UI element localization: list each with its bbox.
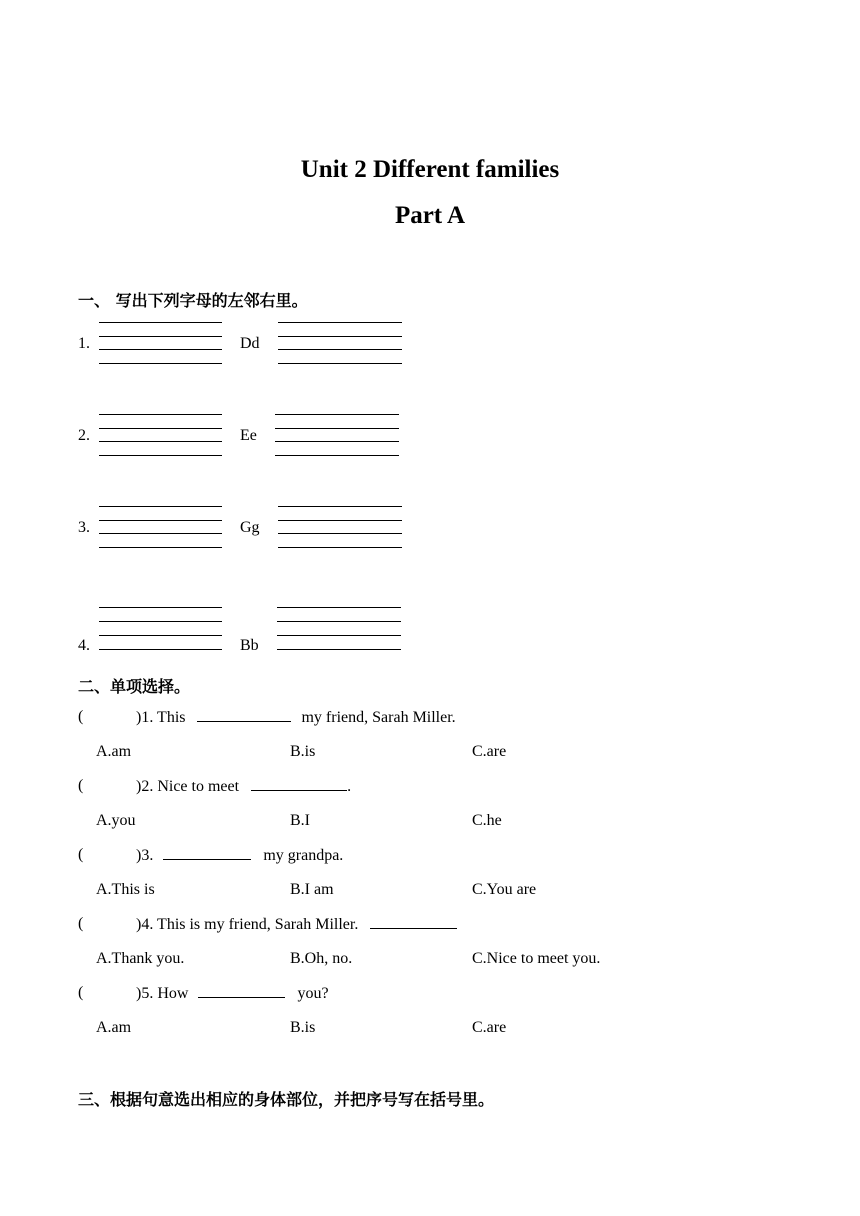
question-text (136, 708, 456, 727)
item-number: 1. (78, 335, 90, 352)
answer-blank[interactable] (197, 708, 291, 722)
given-letter: Ee (240, 427, 257, 444)
option-c[interactable]: C.are (472, 743, 507, 760)
option-a[interactable]: A.Thank you. (96, 950, 185, 967)
answer-blank[interactable] (251, 777, 347, 791)
question-tail: my grandpa. (263, 847, 344, 864)
question-tail: you? (297, 985, 329, 1002)
question-tail: my friend, Sarah Miller. (301, 709, 456, 726)
answer-paren-open[interactable]: ( (78, 915, 84, 932)
option-a[interactable]: A.you (96, 812, 136, 829)
question-stem: )2. Nice to meet (136, 778, 240, 795)
answer-blank[interactable] (370, 915, 457, 929)
option-b[interactable]: B.is (290, 1019, 316, 1036)
given-letter: Bb (240, 637, 259, 654)
item-number: 4. (78, 637, 90, 654)
option-b[interactable]: B.Oh, no. (290, 950, 353, 967)
answer-paren-open[interactable]: ( (78, 846, 84, 863)
option-c[interactable]: C.Nice to meet you. (472, 950, 601, 967)
option-c[interactable]: C.are (472, 1019, 507, 1036)
answer-paren-open[interactable]: ( (78, 777, 84, 794)
page-subtitle: Part A (394, 202, 466, 229)
question-stem: )3. (136, 847, 154, 864)
answer-blank[interactable] (198, 984, 285, 998)
question-text (136, 915, 457, 934)
answer-paren-open[interactable]: ( (78, 708, 84, 725)
section-2-heading: 二、单项选择。 (78, 677, 191, 696)
section-3-heading: 三、根据句意选出相应的身体部位，并把序号写在括号里。 (78, 1090, 495, 1109)
answer-paren-open[interactable]: ( (78, 984, 84, 1001)
given-letter: Dd (240, 335, 260, 352)
question-text (136, 984, 329, 1003)
option-b[interactable]: B.I am (290, 881, 334, 898)
question-stem: )1. This (136, 709, 186, 726)
option-b[interactable]: B.I (290, 812, 310, 829)
option-a[interactable]: A.am (96, 743, 132, 760)
item-number: 3. (78, 519, 90, 536)
option-a[interactable]: A.This is (96, 881, 155, 898)
option-b[interactable]: B.is (290, 743, 316, 760)
question-stem: )5. How (136, 985, 189, 1002)
option-c[interactable]: C.he (472, 812, 502, 829)
option-c[interactable]: C.You are (472, 881, 537, 898)
question-stem: )4. This is my friend, Sarah Miller. (136, 916, 359, 933)
question-tail: . (347, 778, 352, 795)
given-letter: Gg (240, 519, 260, 536)
section-1-heading: 一、 写出下列字母的左邻右里。 (78, 291, 308, 310)
answer-blank[interactable] (163, 846, 251, 860)
question-text (136, 846, 343, 865)
item-number: 2. (78, 427, 90, 444)
page-title: Unit 2 Different families (300, 156, 560, 183)
question-text (136, 777, 351, 796)
option-a[interactable]: A.am (96, 1019, 132, 1036)
